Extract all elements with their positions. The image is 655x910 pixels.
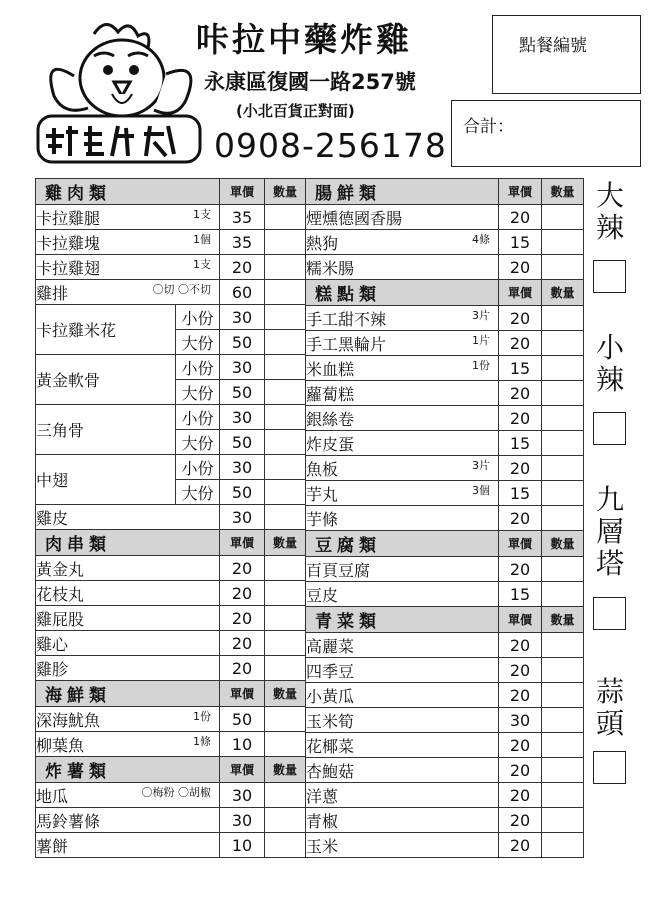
item-price: 20 [499, 658, 542, 683]
item-cell [306, 582, 499, 607]
category-header-row [306, 531, 584, 557]
quantity-cell[interactable] [265, 783, 306, 808]
item-price: 30 [499, 708, 542, 733]
item-cell [306, 255, 499, 280]
item-price: 20 [499, 205, 542, 230]
item-name: 花椰菜 [306, 736, 355, 756]
quantity-cell[interactable] [265, 480, 306, 505]
item-price: 30 [220, 405, 265, 430]
category-header-row [36, 681, 306, 707]
item-price: 15 [499, 230, 542, 255]
item-cell [306, 406, 499, 431]
qty-column-header: 數量 [265, 757, 306, 783]
spice-checkbox[interactable] [593, 751, 626, 784]
item-name: 芋丸 [306, 484, 339, 504]
item-cell [306, 557, 499, 582]
quantity-cell[interactable] [542, 808, 584, 833]
order-number-label: 點餐編號 [519, 36, 587, 56]
quantity-cell[interactable] [542, 733, 584, 758]
menu-item-row [36, 355, 306, 380]
menu-item-row [306, 306, 584, 331]
item-options: 〇梅粉 〇胡椒 [141, 785, 211, 799]
menu-item-row [306, 633, 584, 658]
qty-column-header: 數量 [265, 530, 306, 556]
category-title: 糕點類 [306, 280, 499, 306]
quantity-cell[interactable] [265, 205, 306, 230]
item-price: 20 [499, 557, 542, 582]
category-title: 肉串類 [36, 530, 220, 556]
chicken-logo [34, 16, 206, 166]
quantity-cell[interactable] [542, 506, 584, 531]
category-header-row [306, 280, 584, 306]
order-number-box[interactable] [492, 15, 641, 94]
qty-column-header: 數量 [542, 280, 584, 306]
item-price: 20 [220, 556, 265, 581]
item-name: 馬鈴薯條 [36, 811, 101, 831]
item-price: 20 [220, 631, 265, 656]
quantity-cell[interactable] [265, 405, 306, 430]
item-price: 20 [499, 808, 542, 833]
quantity-cell[interactable] [265, 455, 306, 480]
quantity-cell[interactable] [265, 230, 306, 255]
item-cell [306, 808, 499, 833]
item-name: 炸皮蛋 [306, 434, 355, 454]
item-price: 20 [499, 783, 542, 808]
item-price: 15 [499, 481, 542, 506]
menu-item-row [36, 505, 306, 530]
menu-item-row [306, 557, 584, 582]
item-name: 豆皮 [306, 585, 339, 605]
item-unit: 1個 [193, 232, 211, 246]
quantity-cell[interactable] [542, 205, 584, 230]
item-unit: 3片 [472, 458, 490, 472]
menu-item-row [36, 732, 306, 757]
menu-item-row [36, 808, 306, 833]
spice-label: 九層塔 [595, 483, 624, 580]
item-name: 玉米筍 [306, 711, 355, 731]
menu-item-row [36, 255, 306, 280]
menu-item-row [306, 431, 584, 456]
item-cell [306, 356, 499, 381]
item-name: 杏鮑菇 [306, 761, 355, 781]
item-cell [306, 633, 499, 658]
item-name: 洋蔥 [306, 786, 339, 806]
item-price: 15 [499, 356, 542, 381]
item-size: 小份 [176, 305, 220, 330]
item-cell [36, 808, 220, 833]
menu-item-row [36, 455, 306, 480]
item-name: 卡拉雞翅 [36, 258, 101, 278]
item-cell [36, 280, 220, 305]
price-column-header: 單價 [499, 531, 542, 557]
item-cell [36, 581, 220, 606]
item-cell [306, 306, 499, 331]
item-unit: 1條 [193, 734, 211, 748]
item-name: 魚板 [306, 459, 339, 479]
item-name: 玉米 [306, 836, 339, 856]
item-price: 50 [220, 430, 265, 455]
menu-item-row [36, 783, 306, 808]
item-name: 手工甜不辣 [306, 309, 387, 329]
item-cell [36, 556, 220, 581]
item-unit: 1份 [193, 709, 211, 723]
item-unit: 4條 [472, 232, 490, 246]
menu-item-row [306, 381, 584, 406]
item-name: 卡拉雞塊 [36, 233, 101, 253]
spice-label: 蒜頭 [595, 675, 624, 740]
spice-label: 小辣 [595, 331, 624, 396]
item-name: 小黃瓜 [306, 686, 355, 706]
quantity-cell[interactable] [542, 783, 584, 808]
quantity-cell[interactable] [265, 606, 306, 631]
item-price: 50 [220, 707, 265, 732]
item-size: 小份 [176, 455, 220, 480]
price-column-header: 單價 [499, 607, 542, 633]
price-column-header: 單價 [499, 280, 542, 306]
spice-checkbox[interactable] [593, 260, 626, 293]
item-name: 薯餅 [36, 836, 69, 856]
item-cell [36, 205, 220, 230]
item-cell [306, 381, 499, 406]
quantity-cell[interactable] [265, 430, 306, 455]
spice-label: 大辣 [595, 179, 624, 244]
item-price: 30 [220, 355, 265, 380]
quantity-cell[interactable] [542, 833, 584, 858]
menu-table-right [305, 178, 584, 858]
item-price: 20 [220, 606, 265, 631]
item-name: 中翅 [36, 455, 176, 505]
item-name: 地瓜 [36, 786, 69, 806]
category-header-row [306, 607, 584, 633]
shop-name: 咔拉中藥炸雞 [196, 20, 412, 59]
quantity-cell[interactable] [265, 656, 306, 681]
category-title: 腸鮮類 [306, 179, 499, 205]
quantity-cell[interactable] [265, 833, 306, 858]
address-note: (小北百貨正對面) [236, 102, 355, 120]
item-price: 20 [220, 581, 265, 606]
quantity-cell[interactable] [542, 306, 584, 331]
quantity-cell[interactable] [542, 431, 584, 456]
item-unit: 1支 [193, 257, 211, 271]
item-price: 60 [220, 280, 265, 305]
item-cell [306, 783, 499, 808]
menu-item-row [36, 833, 306, 858]
item-cell [306, 506, 499, 531]
item-cell [36, 255, 220, 280]
menu-item-row [306, 356, 584, 381]
menu-item-row [306, 506, 584, 531]
item-cell [36, 631, 220, 656]
shop-address: 永康區復國一路257號 [204, 70, 416, 94]
item-name: 銀絲卷 [306, 409, 355, 429]
menu-item-row [306, 658, 584, 683]
menu-item-row [306, 481, 584, 506]
item-cell [306, 481, 499, 506]
quantity-cell[interactable] [542, 708, 584, 733]
menu-item-row [306, 456, 584, 481]
item-name: 熱狗 [306, 233, 339, 253]
item-cell [36, 656, 220, 681]
quantity-cell[interactable] [542, 255, 584, 280]
menu-item-row [306, 230, 584, 255]
item-size: 小份 [176, 355, 220, 380]
category-title: 炸薯類 [36, 757, 220, 783]
menu-item-row [36, 230, 306, 255]
item-cell [306, 431, 499, 456]
item-price: 50 [220, 380, 265, 405]
item-name: 卡拉雞米花 [36, 305, 176, 355]
menu-item-row [306, 758, 584, 783]
price-column-header: 單價 [220, 179, 265, 205]
item-price: 20 [499, 306, 542, 331]
quantity-cell[interactable] [542, 406, 584, 431]
menu-item-row [306, 783, 584, 808]
item-unit: 3片 [472, 308, 490, 322]
item-price: 20 [499, 833, 542, 858]
shop-phone: 0908-256178 [214, 126, 447, 165]
category-header-row [36, 757, 306, 783]
quantity-cell[interactable] [542, 557, 584, 582]
menu-item-row [306, 683, 584, 708]
category-title: 青菜類 [306, 607, 499, 633]
quantity-cell[interactable] [265, 305, 306, 330]
menu-item-row [306, 582, 584, 607]
item-name: 手工黑輪片 [306, 334, 387, 354]
item-name: 雞排 [36, 283, 69, 303]
qty-column-header: 數量 [265, 179, 306, 205]
item-name: 高麗菜 [306, 636, 355, 656]
item-price: 10 [220, 833, 265, 858]
item-name: 卡拉雞腿 [36, 208, 101, 228]
item-name: 雞屁股 [36, 609, 85, 629]
menu-item-row [36, 280, 306, 305]
menu-item-row [306, 255, 584, 280]
item-cell [36, 606, 220, 631]
item-name: 百頁豆腐 [306, 560, 371, 580]
menu-item-row [306, 733, 584, 758]
quantity-cell[interactable] [265, 556, 306, 581]
spice-checkbox[interactable] [593, 412, 626, 445]
item-size: 大份 [176, 430, 220, 455]
item-size: 大份 [176, 480, 220, 505]
quantity-cell[interactable] [265, 707, 306, 732]
item-name: 蘿蔔糕 [306, 384, 355, 404]
item-name: 柳葉魚 [36, 735, 85, 755]
menu-item-row [306, 406, 584, 431]
item-price: 20 [220, 656, 265, 681]
item-name: 三角骨 [36, 405, 176, 455]
menu-item-row [36, 205, 306, 230]
category-title: 海鮮類 [36, 681, 220, 707]
item-name: 糯米腸 [306, 258, 355, 278]
menu-item-row [36, 707, 306, 732]
spice-checkbox[interactable] [593, 597, 626, 630]
item-cell [306, 708, 499, 733]
item-name: 青椒 [306, 811, 339, 831]
item-price: 50 [220, 330, 265, 355]
qty-column-header: 數量 [542, 607, 584, 633]
quantity-cell[interactable] [542, 381, 584, 406]
item-price: 35 [220, 205, 265, 230]
item-cell [36, 833, 220, 858]
item-size: 大份 [176, 330, 220, 355]
item-price: 10 [220, 732, 265, 757]
item-name: 花枝丸 [36, 584, 85, 604]
item-cell [306, 658, 499, 683]
item-name: 煙燻德國香腸 [306, 208, 403, 228]
item-price: 20 [499, 506, 542, 531]
item-name: 深海魷魚 [36, 710, 101, 730]
qty-column-header: 數量 [542, 179, 584, 205]
quantity-cell[interactable] [265, 732, 306, 757]
quantity-cell[interactable] [265, 631, 306, 656]
item-price: 20 [499, 683, 542, 708]
price-column-header: 單價 [220, 530, 265, 556]
item-price: 20 [499, 381, 542, 406]
item-price: 30 [220, 455, 265, 480]
item-unit: 1片 [472, 333, 490, 347]
quantity-cell[interactable] [265, 280, 306, 305]
menu-item-row [306, 808, 584, 833]
item-cell [306, 230, 499, 255]
quantity-cell[interactable] [265, 330, 306, 355]
quantity-cell[interactable] [542, 331, 584, 356]
quantity-cell[interactable] [542, 658, 584, 683]
quantity-cell[interactable] [542, 481, 584, 506]
menu-item-row [306, 331, 584, 356]
quantity-cell[interactable] [265, 505, 306, 530]
menu-item-row [36, 606, 306, 631]
quantity-cell[interactable] [542, 633, 584, 658]
menu-item-row [36, 405, 306, 430]
menu-item-row [36, 556, 306, 581]
item-cell [306, 205, 499, 230]
item-price: 30 [220, 783, 265, 808]
menu-item-row [306, 708, 584, 733]
item-name: 雞心 [36, 634, 69, 654]
item-cell [36, 505, 220, 530]
quantity-cell[interactable] [542, 683, 584, 708]
item-unit: 1份 [472, 358, 490, 372]
quantity-cell[interactable] [265, 581, 306, 606]
menu-item-row [306, 833, 584, 858]
item-price: 20 [220, 255, 265, 280]
quantity-cell[interactable] [542, 582, 584, 607]
item-name: 雞胗 [36, 659, 69, 679]
item-cell [306, 456, 499, 481]
item-price: 20 [499, 758, 542, 783]
price-column-header: 單價 [220, 757, 265, 783]
item-price: 20 [499, 633, 542, 658]
item-cell [36, 783, 220, 808]
item-price: 30 [220, 505, 265, 530]
item-options: 〇切 〇不切 [152, 282, 211, 296]
quantity-cell[interactable] [542, 230, 584, 255]
quantity-cell[interactable] [265, 255, 306, 280]
item-cell [36, 230, 220, 255]
item-price: 20 [499, 456, 542, 481]
category-header-row [36, 530, 306, 556]
item-cell [306, 758, 499, 783]
item-price: 30 [220, 305, 265, 330]
quantity-cell[interactable] [542, 758, 584, 783]
item-name: 黃金軟骨 [36, 355, 176, 405]
item-price: 15 [499, 431, 542, 456]
item-cell [306, 733, 499, 758]
item-size: 小份 [176, 405, 220, 430]
menu-item-row [36, 305, 306, 330]
total-label: 合計： [463, 117, 514, 137]
item-name: 雞皮 [36, 508, 69, 528]
menu-item-row [36, 656, 306, 681]
quantity-cell[interactable] [542, 456, 584, 481]
item-cell [36, 707, 220, 732]
total-box[interactable] [451, 100, 641, 167]
category-header-row [306, 179, 584, 205]
qty-column-header: 數量 [265, 681, 306, 707]
item-price: 35 [220, 230, 265, 255]
item-price: 20 [499, 733, 542, 758]
price-column-header: 單價 [499, 179, 542, 205]
item-cell [36, 732, 220, 757]
quantity-cell[interactable] [265, 808, 306, 833]
item-price: 15 [499, 582, 542, 607]
item-name: 四季豆 [306, 661, 355, 681]
quantity-cell[interactable] [265, 355, 306, 380]
item-cell [306, 683, 499, 708]
item-price: 20 [499, 331, 542, 356]
item-unit: 1支 [193, 207, 211, 221]
item-name: 芋條 [306, 509, 339, 529]
item-price: 50 [220, 480, 265, 505]
item-price: 20 [499, 255, 542, 280]
item-name: 黃金丸 [36, 559, 85, 579]
item-unit: 3個 [472, 483, 490, 497]
item-cell [306, 331, 499, 356]
item-price: 30 [220, 808, 265, 833]
price-column-header: 單價 [220, 681, 265, 707]
menu-item-row [306, 205, 584, 230]
quantity-cell[interactable] [265, 380, 306, 405]
menu-item-row [36, 581, 306, 606]
category-header-row [36, 179, 306, 205]
item-size: 大份 [176, 380, 220, 405]
category-title: 豆腐類 [306, 531, 499, 557]
item-price: 20 [499, 406, 542, 431]
menu-item-row [36, 631, 306, 656]
menu-table-left [35, 178, 306, 858]
item-name: 米血糕 [306, 359, 355, 379]
quantity-cell[interactable] [542, 356, 584, 381]
item-cell [306, 833, 499, 858]
category-title: 雞肉類 [36, 179, 220, 205]
qty-column-header: 數量 [542, 531, 584, 557]
